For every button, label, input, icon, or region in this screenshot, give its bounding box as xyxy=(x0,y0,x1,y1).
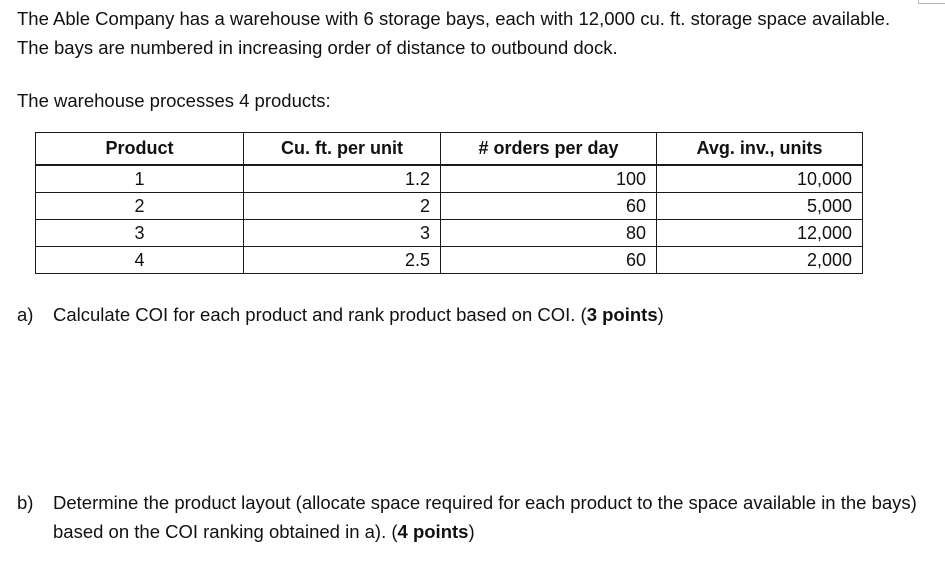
table-row xyxy=(36,220,863,247)
question-b-text xyxy=(53,488,923,546)
question-a-close: ) xyxy=(657,304,664,325)
table-row xyxy=(36,165,863,193)
question-a-text xyxy=(53,300,923,329)
header-avg-inventory: Avg. inv., units xyxy=(657,133,863,166)
cell-cuft: 1.2 xyxy=(244,165,441,193)
question-a xyxy=(17,300,923,329)
header-orders-per-day: # orders per day xyxy=(441,133,657,166)
cell-inventory: 12,000 xyxy=(657,220,863,247)
question-b-points: 4 points xyxy=(397,521,469,542)
cell-orders: 80 xyxy=(441,220,657,247)
cell-product: 2 xyxy=(36,193,244,220)
header-cuft-per-unit: Cu. ft. per unit xyxy=(244,133,441,166)
question-b-body: Determine the product layout (allocate space required for each product to the space available in the bays) based on the COI ranking obtained in a). ( xyxy=(53,492,917,542)
corner-border-fragment xyxy=(918,0,945,4)
cell-cuft: 3 xyxy=(244,220,441,247)
cell-product: 4 xyxy=(36,247,244,274)
question-a-label: a) xyxy=(17,304,34,325)
cell-inventory: 5,000 xyxy=(657,193,863,220)
cell-orders: 100 xyxy=(441,165,657,193)
table-header-row xyxy=(36,133,863,166)
products-intro-line: The warehouse processes 4 products: xyxy=(17,90,331,111)
cell-product: 1 xyxy=(36,165,244,193)
question-b-label: b) xyxy=(17,492,34,513)
cell-product: 3 xyxy=(36,220,244,247)
cell-cuft: 2.5 xyxy=(244,247,441,274)
table-row xyxy=(36,247,863,274)
table-row xyxy=(36,193,863,220)
question-b-close: ) xyxy=(468,521,475,542)
product-data-table xyxy=(35,132,863,274)
intro-paragraph: The Able Company has a warehouse with 6 storage bays, each with 12,000 cu. ft. storage space available. The bays are numbered in increasing order of distance to outbound dock. xyxy=(17,8,891,58)
cell-cuft: 2 xyxy=(244,193,441,220)
cell-inventory: 2,000 xyxy=(657,247,863,274)
header-product: Product xyxy=(36,133,244,166)
cell-orders: 60 xyxy=(441,247,657,274)
question-a-points: 3 points xyxy=(586,304,658,325)
question-a-body: Calculate COI for each product and rank product based on COI. ( xyxy=(53,304,587,325)
cell-orders: 60 xyxy=(441,193,657,220)
cell-inventory: 10,000 xyxy=(657,165,863,193)
question-b xyxy=(17,488,923,546)
